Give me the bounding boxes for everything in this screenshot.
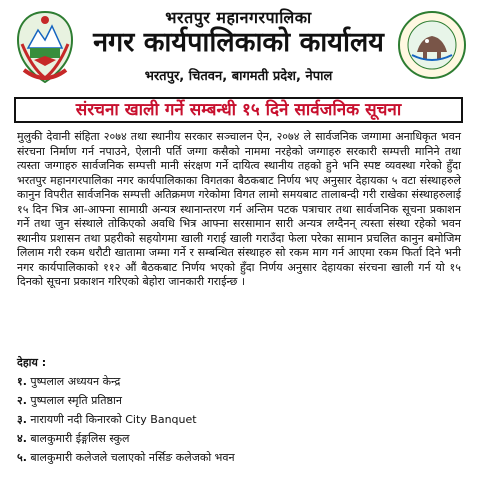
office-address: भरतपुर, चितवन, बागमती प्रदेश, नेपाल xyxy=(144,69,333,84)
bharatpur-metropolitan-seal-icon xyxy=(397,10,467,80)
list-item: ३. नारायणी नदी किनारको City Banquet xyxy=(17,413,197,426)
list-item: ४. बालकुमारी ईङ्गलिस स्कुल xyxy=(17,432,130,445)
notice-title: संरचना खाली गर्ने सम्बन्धी १५ दिने सार्वजनिक सूचना xyxy=(14,97,463,123)
header xyxy=(0,0,477,98)
city-name: भरतपुर महानगरपालिका xyxy=(165,8,312,27)
notice-body: मुलुकी देवानी संहिता २०७४ तथा स्थानीय सरकार सञ्चालन ऐन, २०७४ ले सार्वजनिक जग्गामा अनाधिकृत भवन संरचना निर्माण गर्न नपाउने, ऐलानी पर्ति जग्गा कसैको नाममा नरहेको जग्गाहरु सरकारी सम्पत्ती मानिने तथा त्यस्ता जग्गाहरु सार्वजनिक सम्पत्ती मानी संरक्षण गर्ने दायित्व स्थानीय तहको हुने भनि स्पष्ट व्यवस्था गरेको हुँदा भरतपुर महानगरपालिका नगर कार्यपालिकाका विगतका बैठकबाट निर्णय भए अनुसार देहायका ५ वटा संस्थाहरुले कानुन विपरीत सार्वजनिक सम्पत्ती अतिक्रमण गरेकोमा विगत लामो समयबाट तालाबन्दी गरी राखेका संस्थाहरुलाई १५ दिन भित्र आ-आफ्ना सामाग्री अन्यत्र स्थानान्तरण गर्न अन्तिम पटक पत्राचार तथा सार्वजनिक सूचना प्रकाशन गर्ने तथा जुन संस्थाले तोकिएको अवधि भित्र आफ्ना सरसामान सारी अन्यत्र लग्दैनन् त्यस्ता संस्था रहेको भवन स्थानीय प्रशासन तथा प्रहरीको सहयोगमा खाली गराई खाली गराउँदा फेला परेका सामान प्रचलित कानुन बमोजिम लिलाम गरी रकम धरौटी खातामा जम्मा गर्ने र सम्बन्धित संस्थाहरु सो रकम माग गर्न आएमा रकम फिर्ता दिने भनी नगर कार्यपालिकाको ११२ औं बैठकबाट निर्णय भएको हुँदा निर्णय अनुसार देहायका संरचना खाली गर्न यो १५ दिनको सूचना प्रकाशन गरिएको बेहोरा जानकारी गराईन्छ । xyxy=(17,130,462,288)
structure-list xyxy=(17,372,461,467)
office-name: नगर कार्यपालिकाको कार्यालय xyxy=(93,27,384,58)
list-label: देहाय : xyxy=(17,356,47,369)
list-item: ५. बालकुमारी कलेजले चलाएको नर्सिङ कलेजको भवन xyxy=(17,451,235,464)
list-item: २. पुष्पलाल स्मृति प्रतिष्ठान xyxy=(17,394,122,407)
list-item: १. पुष्पलाल अध्ययन केन्द्र xyxy=(17,375,121,388)
